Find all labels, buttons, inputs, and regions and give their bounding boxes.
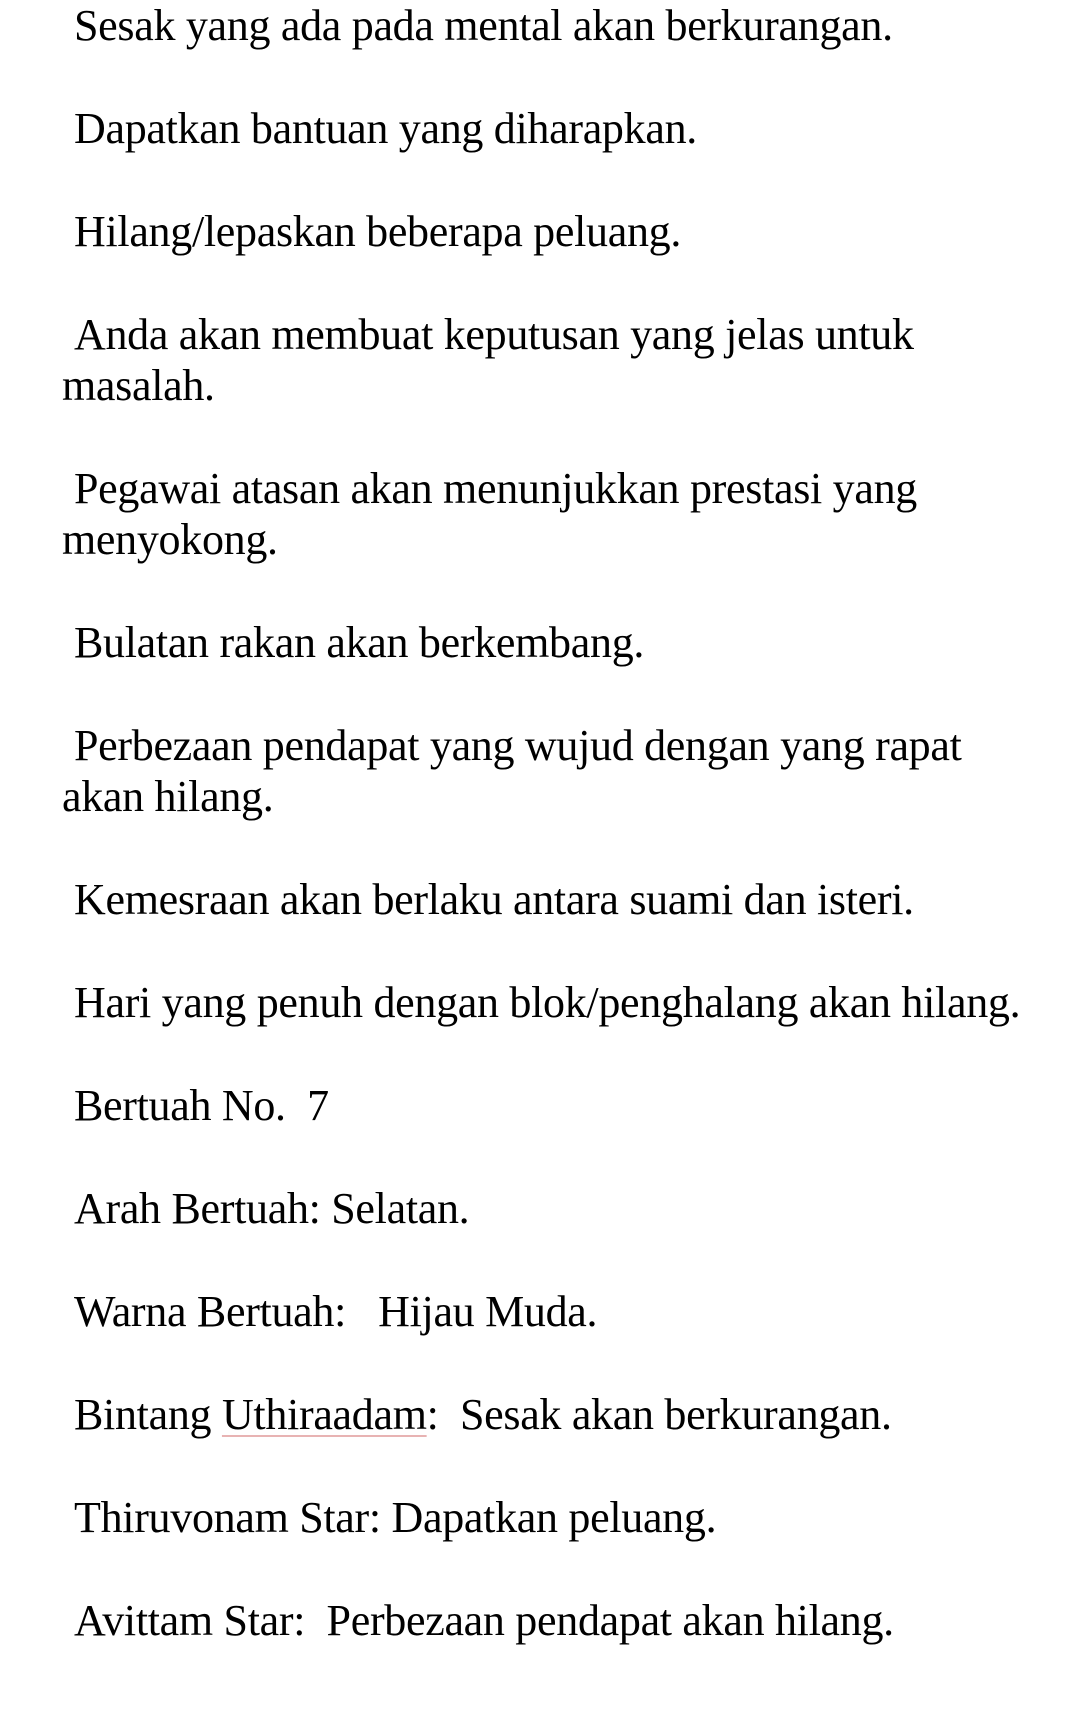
paragraph-kemesraan: Kemesraan akan berlaku antara suami dan isteri. xyxy=(74,875,914,924)
star-avittam-line: Avittam Star: Perbezaan pendapat akan hilang. xyxy=(74,1596,894,1645)
star-uthiraadam-line xyxy=(62,1389,1022,1440)
paragraph-keputusan: Anda akan membuat keputusan yang jelas untuk masalah. xyxy=(62,310,925,410)
star-uthiraadam-suffix: : Sesak akan berkurangan. xyxy=(426,1390,892,1439)
lucky-color: Warna Bertuah: Hijau Muda. xyxy=(74,1287,598,1336)
paragraph-peluang: Hilang/lepaskan beberapa peluang. xyxy=(74,207,682,256)
document-body xyxy=(62,0,1022,1698)
paragraph-bulatan-rakan: Bulatan rakan akan berkembang. xyxy=(74,618,645,667)
paragraph-pegawai: Pegawai atasan akan menunjukkan prestasi yang menyokong. xyxy=(62,464,928,564)
star-uthiraadam-name: Uthiraadam xyxy=(221,1390,427,1439)
paragraph-perbezaan: Perbezaan pendapat yang wujud dengan yang rapat akan hilang. xyxy=(62,721,973,821)
star-uthiraadam-prefix: Bintang xyxy=(74,1390,222,1439)
lucky-number: Bertuah No. 7 xyxy=(74,1081,329,1130)
paragraph-sesak: Sesak yang ada pada mental akan berkurangan. xyxy=(74,1,893,50)
paragraph-bantuan: Dapatkan bantuan yang diharapkan. xyxy=(74,104,697,153)
paragraph-hari-blok: Hari yang penuh dengan blok/penghalang akan hilang. xyxy=(74,978,1021,1027)
lucky-direction: Arah Bertuah: Selatan. xyxy=(74,1184,470,1233)
star-thiruvonam-line: Thiruvonam Star: Dapatkan peluang. xyxy=(74,1493,717,1542)
